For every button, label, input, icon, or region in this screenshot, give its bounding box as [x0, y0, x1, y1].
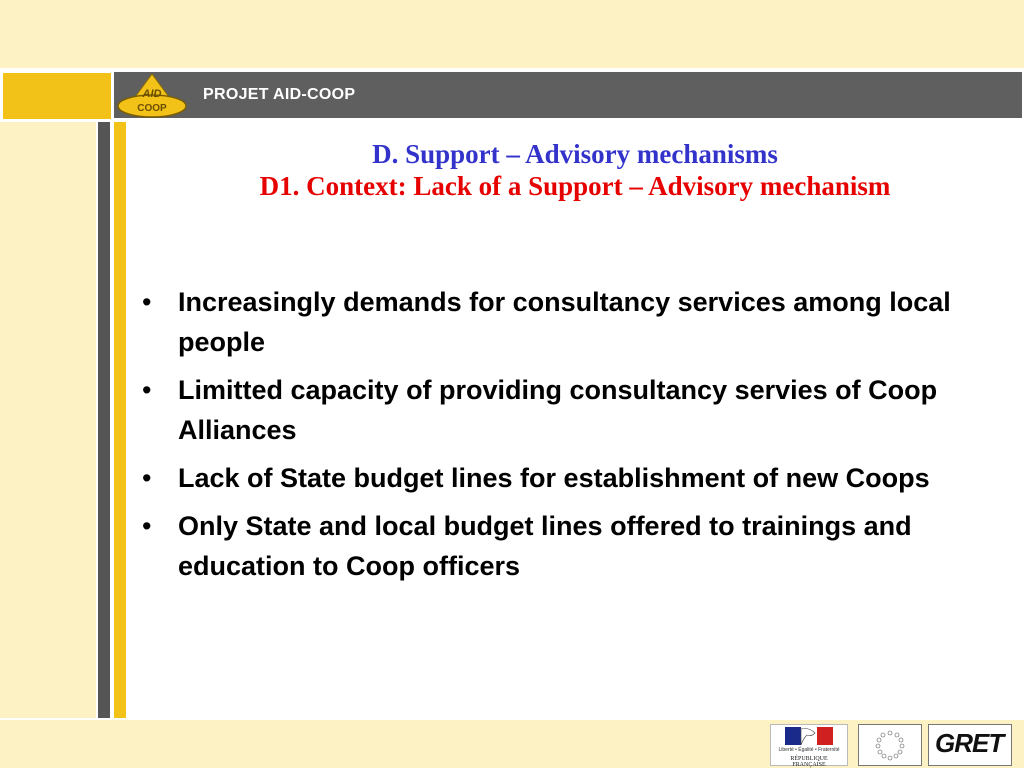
bullet-text: Only State and local budget lines offered to trainings and education to Coop officers	[178, 511, 912, 581]
bullet-item	[140, 282, 1016, 362]
slide-title-block	[126, 138, 1024, 202]
bullet-item	[140, 458, 1016, 498]
aid-coop-logo	[116, 72, 188, 118]
gret-logo-text: GRET	[935, 728, 1004, 758]
rf-motto: Liberté • Égalité • Fraternité	[778, 747, 840, 753]
top-band	[0, 0, 1024, 70]
slide-title: D. Support – Advisory mechanisms	[372, 139, 778, 169]
bullet-item	[140, 506, 1016, 586]
left-pane	[0, 122, 96, 718]
bullet-text: Increasingly demands for consultancy services among local people	[178, 287, 951, 357]
slide-subtitle: D1. Context: Lack of a Support – Advisory mechanism	[259, 171, 891, 201]
marianne-icon	[771, 725, 847, 747]
eu-stars-icon	[859, 725, 921, 765]
vertical-bar-yellow	[114, 122, 126, 718]
header-yellow-block	[2, 72, 112, 120]
rf-caption: RÉPUBLIQUE FRANÇAISE	[790, 756, 828, 768]
bullet-text: Limitted capacity of providing consultancy servies of Coop Alliances	[178, 375, 938, 445]
bullet-dot: •	[142, 511, 152, 541]
republique-francaise-logo	[770, 724, 848, 766]
vertical-bar-grey	[98, 122, 110, 718]
bullet-dot: •	[142, 287, 152, 317]
header-title: PROJET AID-COOP	[203, 86, 356, 103]
bullet-dot: •	[142, 463, 152, 493]
bullet-item	[140, 370, 1016, 450]
gret-logo	[928, 724, 1012, 766]
logo-text-aid: AID	[142, 88, 162, 100]
bullet-list	[140, 282, 1016, 594]
eu-flag-logo	[858, 724, 922, 766]
bullet-text: Lack of State budget lines for establishment of new Coops	[178, 463, 930, 493]
logo-text-coop: COOP	[137, 103, 167, 114]
bullet-dot: •	[142, 375, 152, 405]
